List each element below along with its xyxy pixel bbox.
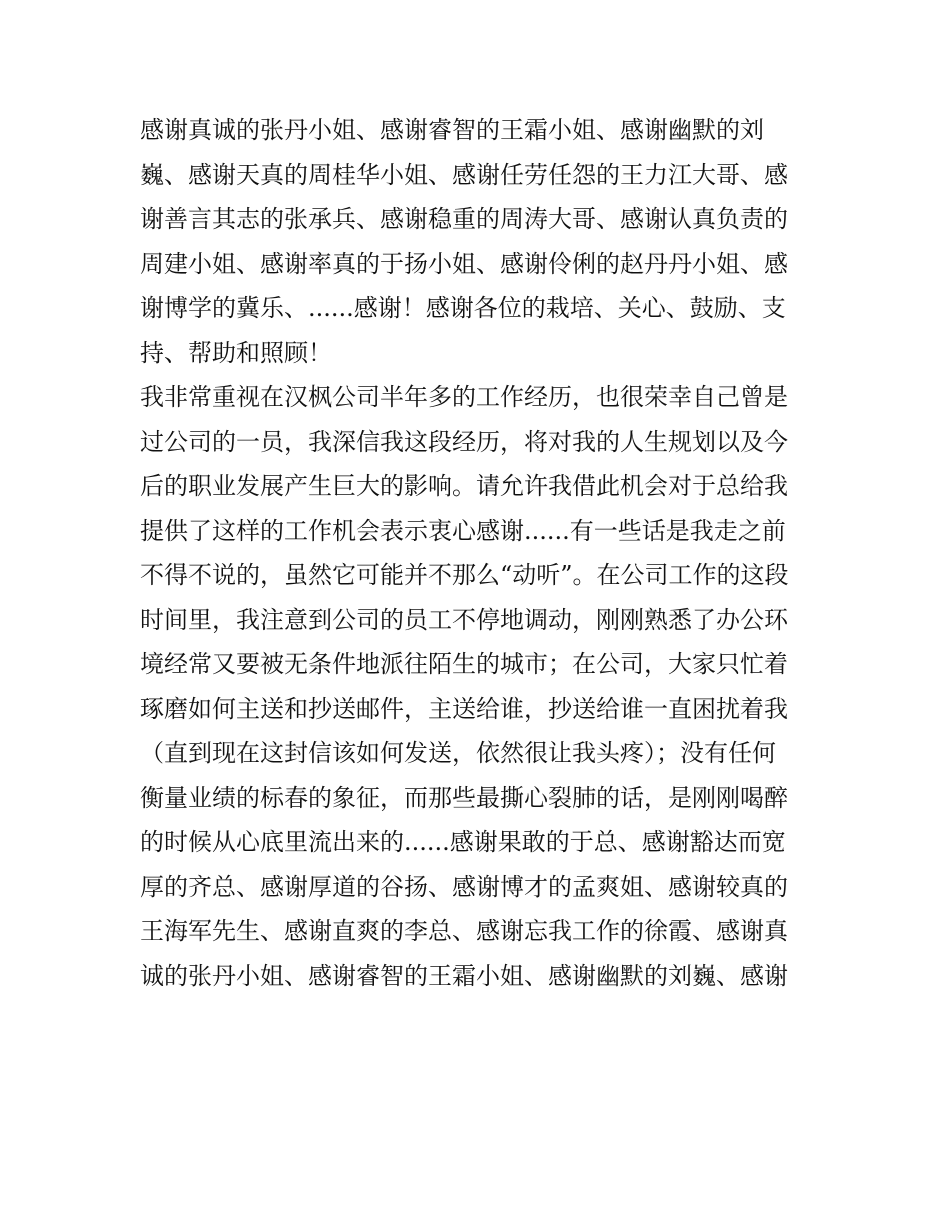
text-line: 诚的张丹小姐、感谢睿智的王霜小姐、感谢幽默的刘巍、感谢 [140, 961, 788, 990]
text-line: 过公司的一员，我深信我这段经历，将对我的人生规划以及今 [140, 427, 788, 456]
text-line: 的时候从心底里流出来的......感谢果敢的于总、感谢豁达而宽 [140, 828, 786, 856]
text-line: 不得不说的，虽然它可能并不那么“动听”。在公司工作的这段 [140, 561, 789, 589]
text-line: 后的职业发展产生巨大的影响。请允许我借此机会对于总给我 [140, 472, 788, 500]
text-line: 境经常又要被无条件地派往陌生的城市；在公司，大家只忙着 [140, 650, 788, 678]
paragraph-thanks-1 [140, 108, 820, 375]
text-line: 巍、感谢天真的周桂华小姐、感谢任劳任怨的王力江大哥、感 [140, 160, 788, 189]
text-line: 时间里，我注意到公司的员工不停地调动，刚刚熟悉了办公环 [140, 605, 788, 634]
text-line: 衡量业绩的标春的象征，而那些最撕心裂肺的话，是刚刚喝醉 [140, 783, 788, 812]
text-line: 感谢真诚的张丹小姐、感谢睿智的王霜小姐、感谢幽默的刘 [140, 116, 764, 144]
text-line: 厚的齐总、感谢厚道的谷扬、感谢博才的孟爽姐、感谢较真的 [140, 872, 788, 901]
text-line: 琢磨如何主送和抄送邮件，主送给谁，抄送给谁一直困扰着我 [140, 694, 788, 723]
document-body [140, 108, 820, 998]
text-line: 持、帮助和照顾！ [140, 338, 332, 367]
text-line: 我非常重视在汉枫公司半年多的工作经历，也很荣幸自己曾是 [140, 383, 788, 411]
paragraph-experience [140, 375, 820, 998]
text-line: 谢善言其志的张承兵、感谢稳重的周涛大哥、感谢认真负责的 [140, 205, 788, 233]
text-line: 王海军先生、感谢直爽的李总、感谢忘我工作的徐霞、感谢真 [140, 917, 788, 945]
text-line: 提供了这样的工作机会表示衷心感谢......有一些话是我走之前 [140, 516, 786, 545]
text-line: 周建小姐、感谢率真的于扬小姐、感谢伶俐的赵丹丹小姐、感 [140, 249, 788, 278]
text-line: 谢博学的冀乐、......感谢！感谢各位的栽培、关心、鼓励、支 [140, 294, 786, 322]
text-line: （直到现在这封信该如何发送，依然很让我头疼）；没有任何 [140, 739, 776, 767]
